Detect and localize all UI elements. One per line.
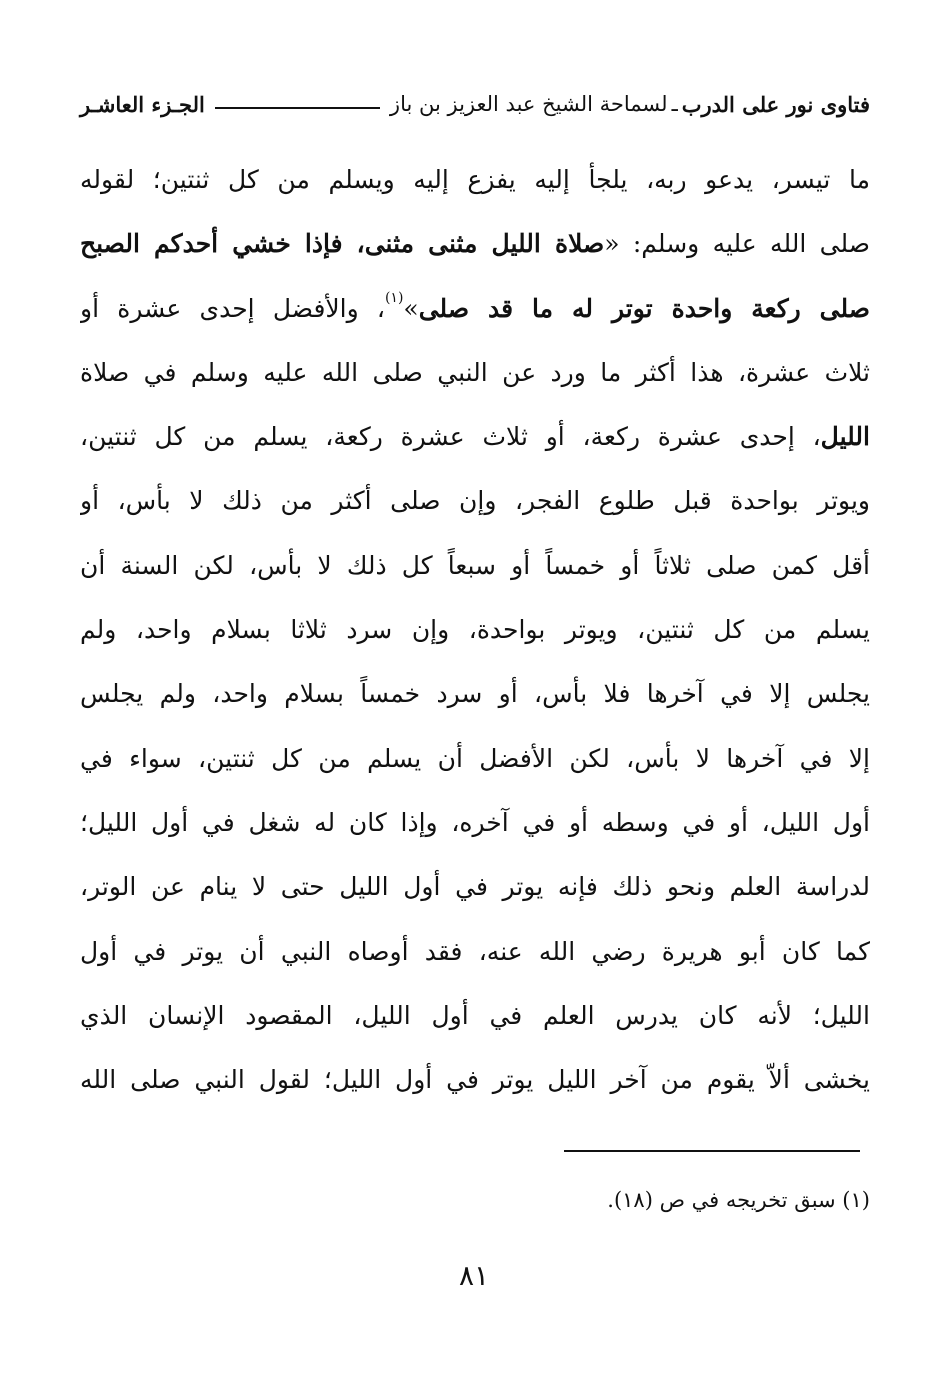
hadith-text: صلى ركعة واحدة توتر له ما قد صلى bbox=[418, 293, 870, 323]
text-line: ما تيسر، يدعو ربه، يلجأ إليه يفزع إليه ويسلم من كل ثنتين؛ لقوله bbox=[80, 165, 870, 194]
text-line: الليل، إحدى عشرة ركعة، أو ثلاث عشرة ركعة، يسلم من كل ثنتين، bbox=[80, 422, 870, 452]
header-book-title: فتاوى نور على الدرب bbox=[681, 91, 870, 117]
text-line: صلى ركعة واحدة توتر له ما قد صلى»$^{(١)}$، والأفضل إحدى عشرة أو bbox=[80, 289, 870, 323]
text-line: إلا في آخرها لا بأس، لكن الأفضل أن يسلم من كل ثنتين، سواء في bbox=[80, 743, 870, 773]
text-line: يجلس إلا في آخرها فلا بأس، أو سرد خمساً بسلام واحد، ولم يجلس bbox=[80, 679, 870, 709]
footnote-divider bbox=[564, 1150, 860, 1152]
emphasized-word: الليل bbox=[820, 422, 870, 452]
hadith-text: صلاة الليل مثنى مثنى، فإذا خشي أحدكم الصبح bbox=[80, 229, 605, 259]
text-line: يخشى ألاّ يقوم من آخر الليل يوتر في أول الليل؛ لقول النبي صلى الله bbox=[80, 1065, 870, 1095]
text-line: لدراسة العلم ونحو ذلك فإنه يوتر في أول الليل حتى لا ينام عن الوتر، bbox=[80, 872, 870, 902]
text-line: ثلاث عشرة، هذا أكثر ما ورد عن النبي صلى الله عليه وسلم في صلاة bbox=[80, 357, 870, 387]
text-line: أول الليل، أو في وسطه أو في آخره، وإذا كان له شغل في أول الليل؛ bbox=[80, 807, 870, 837]
text-line: صلى الله عليه وسلم: «صلاة الليل مثنى مثنى، فإذا خشي أحدكم الصبح bbox=[80, 229, 870, 259]
text-line: كما كان أبو هريرة رضي الله عنه، فقد أوصاه النبي أن يوتر في أول bbox=[80, 936, 870, 966]
header-rule bbox=[215, 107, 380, 109]
header-volume: الجـزء العاشـر bbox=[80, 91, 205, 117]
header-separator: ـ bbox=[671, 92, 678, 116]
footnote-marker: (١) bbox=[384, 289, 404, 306]
text-line: ويوتر بواحدة قبل طلوع الفجر، وإن صلى أكثر من ذلك لا بأس، أو bbox=[80, 486, 870, 516]
page-number: ٨١ bbox=[458, 1259, 490, 1292]
header-author: لسماحة الشيخ عبد العزيز بن باز bbox=[389, 92, 668, 116]
main-text bbox=[80, 148, 870, 1112]
text-line: أقل كمن صلى ثلاثاً أو خمساً أو سبعاً كل ذلك لا بأس، لكن السنة أن bbox=[80, 550, 870, 580]
footnote: (١) سبق تخريجه في ص (١٨). bbox=[607, 1188, 870, 1212]
running-header bbox=[80, 84, 870, 124]
text-line: يسلم من كل ثنتين، ويوتر بواحدة، وإن سرد ثلاثا بسلام واحد، ولم bbox=[80, 615, 870, 645]
text-line: الليل؛ لأنه كان يدرس العلم في أول الليل، المقصود الإنسان الذي bbox=[80, 1000, 870, 1030]
